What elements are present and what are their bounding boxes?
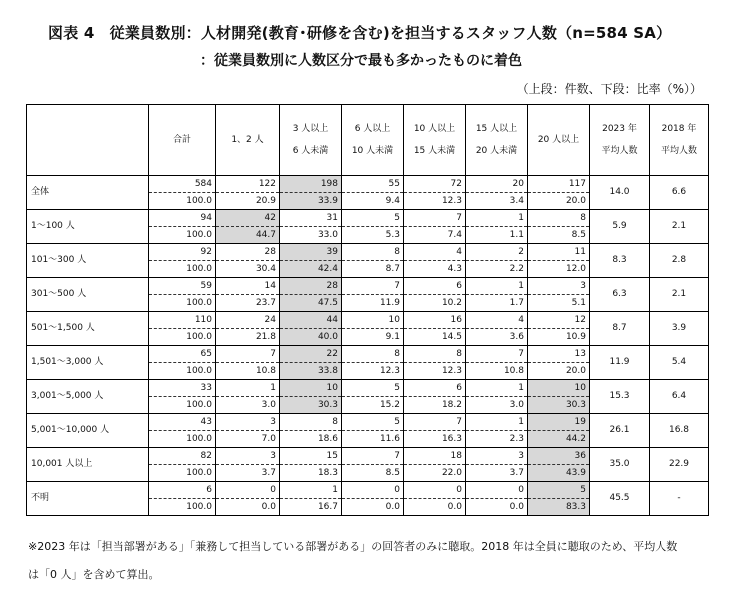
count-cell: 8 xyxy=(342,346,404,363)
column-header-line: 6 人未満 xyxy=(292,146,329,156)
row-label: 501～1,500 人 xyxy=(27,312,149,346)
table-row xyxy=(27,210,709,227)
column-header xyxy=(216,105,280,176)
percent-cell: 12.3 xyxy=(404,193,466,210)
avg-2023-cell: 8.3 xyxy=(590,244,650,278)
column-header xyxy=(280,105,342,176)
count-cell: 8 xyxy=(342,244,404,261)
row-label: 101～300 人 xyxy=(27,244,149,278)
count-cell: 92 xyxy=(149,244,216,261)
percent-cell: 10.8 xyxy=(216,363,280,380)
percent-cell: 8.5 xyxy=(528,227,590,244)
avg-2023-cell: 8.7 xyxy=(590,312,650,346)
row-label: 3,001～5,000 人 xyxy=(27,380,149,414)
avg-2023-cell: 6.3 xyxy=(590,278,650,312)
percent-cell: 3.7 xyxy=(216,465,280,482)
avg-2018-cell: 5.4 xyxy=(650,346,709,380)
count-cell: 3 xyxy=(216,448,280,465)
count-cell: 7 xyxy=(466,346,528,363)
row-label: 301～500 人 xyxy=(27,278,149,312)
percent-cell: 11.9 xyxy=(342,295,404,312)
count-cell: 7 xyxy=(404,210,466,227)
percent-cell: 44.7 xyxy=(216,227,280,244)
column-header-line: 20 人未満 xyxy=(475,146,518,156)
count-cell: 1 xyxy=(466,210,528,227)
table-row xyxy=(27,244,709,261)
row-label: 1,501～3,000 人 xyxy=(27,346,149,380)
percent-cell: 18.2 xyxy=(404,397,466,414)
avg-2018-cell: 2.8 xyxy=(650,244,709,278)
column-header xyxy=(342,105,404,176)
percent-cell: 10.9 xyxy=(528,329,590,346)
avg-2018-cell: - xyxy=(650,482,709,516)
percent-cell: 47.5 xyxy=(280,295,342,312)
percent-cell: 10.2 xyxy=(404,295,466,312)
table-row xyxy=(27,278,709,295)
table-row xyxy=(27,380,709,397)
data-table xyxy=(26,104,709,516)
percent-cell: 2.3 xyxy=(466,431,528,448)
table-row xyxy=(27,414,709,431)
percent-cell: 33.0 xyxy=(280,227,342,244)
row-label: 全体 xyxy=(27,176,149,210)
avg-2018-cell: 16.8 xyxy=(650,414,709,448)
percent-cell: 8.7 xyxy=(342,261,404,278)
count-cell: 82 xyxy=(149,448,216,465)
avg-2018-cell: 6.6 xyxy=(650,176,709,210)
figure-subtitle: ：従業員数別に人数区分で最も多かったものに着色 xyxy=(200,53,522,69)
percent-cell: 8.5 xyxy=(342,465,404,482)
count-cell: 6 xyxy=(149,482,216,499)
count-cell: 7 xyxy=(342,278,404,295)
percent-cell: 5.1 xyxy=(528,295,590,312)
avg-2018-cell: 22.9 xyxy=(650,448,709,482)
count-cell: 110 xyxy=(149,312,216,329)
count-cell: 28 xyxy=(216,244,280,261)
count-cell: 5 xyxy=(342,380,404,397)
count-cell: 1 xyxy=(466,414,528,431)
avg-2023-cell: 45.5 xyxy=(590,482,650,516)
percent-cell: 1.7 xyxy=(466,295,528,312)
percent-cell: 42.4 xyxy=(280,261,342,278)
percent-cell: 5.3 xyxy=(342,227,404,244)
count-cell: 5 xyxy=(528,482,590,499)
count-cell: 59 xyxy=(149,278,216,295)
table-row xyxy=(27,312,709,329)
table-row xyxy=(27,346,709,363)
percent-cell: 100.0 xyxy=(149,363,216,380)
avg-2018-cell: 2.1 xyxy=(650,210,709,244)
count-cell: 3 xyxy=(216,414,280,431)
table-row xyxy=(27,448,709,465)
percent-cell: 15.2 xyxy=(342,397,404,414)
percent-cell: 3.0 xyxy=(216,397,280,414)
percent-cell: 33.9 xyxy=(280,193,342,210)
percent-cell: 33.8 xyxy=(280,363,342,380)
table-header-row xyxy=(27,105,709,176)
count-cell: 28 xyxy=(280,278,342,295)
column-header-line: 6 人以上 xyxy=(354,124,391,134)
count-cell: 8 xyxy=(280,414,342,431)
avg-2018-cell: 3.9 xyxy=(650,312,709,346)
avg-2018-cell: 2.1 xyxy=(650,278,709,312)
count-cell: 7 xyxy=(342,448,404,465)
percent-cell: 12.0 xyxy=(528,261,590,278)
count-cell: 16 xyxy=(404,312,466,329)
count-cell: 0 xyxy=(216,482,280,499)
percent-cell: 12.3 xyxy=(342,363,404,380)
percent-cell: 1.1 xyxy=(466,227,528,244)
avg-2018-cell: 6.4 xyxy=(650,380,709,414)
count-cell: 42 xyxy=(216,210,280,227)
count-cell: 0 xyxy=(466,482,528,499)
percent-cell: 3.4 xyxy=(466,193,528,210)
percent-cell: 11.6 xyxy=(342,431,404,448)
count-cell: 3 xyxy=(466,448,528,465)
figure-title: 図表 4 従業員数別：人材開発(教育･研修を含む)を担当するスタッフ人数（n=584 SA） xyxy=(48,24,672,42)
column-header xyxy=(590,105,650,176)
count-cell: 33 xyxy=(149,380,216,397)
column-header-line: 10 人未満 xyxy=(351,146,394,156)
percent-cell: 16.3 xyxy=(404,431,466,448)
percent-cell: 0.0 xyxy=(466,499,528,516)
column-header-line: 15 人未満 xyxy=(413,146,456,156)
percent-cell: 20.0 xyxy=(528,363,590,380)
column-header-line: 平均人数 xyxy=(601,146,638,156)
percent-cell: 100.0 xyxy=(149,227,216,244)
percent-cell: 30.3 xyxy=(280,397,342,414)
count-cell: 65 xyxy=(149,346,216,363)
percent-cell: 9.1 xyxy=(342,329,404,346)
count-cell: 20 xyxy=(466,176,528,193)
row-label: 不明 xyxy=(27,482,149,516)
count-cell: 5 xyxy=(342,210,404,227)
percent-cell: 83.3 xyxy=(528,499,590,516)
count-cell: 10 xyxy=(528,380,590,397)
row-label: 5,001～10,000 人 xyxy=(27,414,149,448)
count-cell: 3 xyxy=(528,278,590,295)
count-cell: 2 xyxy=(466,244,528,261)
column-header-line: 1、2 人 xyxy=(231,135,264,145)
percent-cell: 7.4 xyxy=(404,227,466,244)
percent-cell: 100.0 xyxy=(149,329,216,346)
percent-cell: 14.5 xyxy=(404,329,466,346)
count-cell: 0 xyxy=(342,482,404,499)
percent-cell: 20.9 xyxy=(216,193,280,210)
count-cell: 24 xyxy=(216,312,280,329)
count-cell: 6 xyxy=(404,278,466,295)
count-cell: 94 xyxy=(149,210,216,227)
percent-cell: 18.3 xyxy=(280,465,342,482)
avg-2023-cell: 11.9 xyxy=(590,346,650,380)
percent-cell: 2.2 xyxy=(466,261,528,278)
count-cell: 12 xyxy=(528,312,590,329)
column-header xyxy=(466,105,528,176)
column-header xyxy=(149,105,216,176)
count-cell: 0 xyxy=(404,482,466,499)
count-cell: 7 xyxy=(216,346,280,363)
count-cell: 44 xyxy=(280,312,342,329)
table-row xyxy=(27,482,709,499)
count-cell: 19 xyxy=(528,414,590,431)
column-header-line: 20 人以上 xyxy=(537,135,580,145)
percent-cell: 40.0 xyxy=(280,329,342,346)
count-cell: 122 xyxy=(216,176,280,193)
percent-cell: 4.3 xyxy=(404,261,466,278)
percent-cell: 20.0 xyxy=(528,193,590,210)
column-header xyxy=(650,105,709,176)
percent-cell: 0.0 xyxy=(216,499,280,516)
avg-2023-cell: 15.3 xyxy=(590,380,650,414)
count-cell: 198 xyxy=(280,176,342,193)
count-cell: 7 xyxy=(404,414,466,431)
column-header xyxy=(528,105,590,176)
row-label: 1～100 人 xyxy=(27,210,149,244)
table-row xyxy=(27,176,709,193)
percent-cell: 22.0 xyxy=(404,465,466,482)
percent-cell: 100.0 xyxy=(149,465,216,482)
percent-cell: 44.2 xyxy=(528,431,590,448)
footnote-line-2: は「0 人」を含めて算出。 xyxy=(28,568,160,581)
header-corner xyxy=(27,105,149,176)
count-cell: 18 xyxy=(404,448,466,465)
count-cell: 11 xyxy=(528,244,590,261)
percent-cell: 16.7 xyxy=(280,499,342,516)
count-cell: 4 xyxy=(466,312,528,329)
column-header-line: 2018 年 xyxy=(661,124,697,134)
count-cell: 13 xyxy=(528,346,590,363)
percent-cell: 21.8 xyxy=(216,329,280,346)
count-cell: 1 xyxy=(216,380,280,397)
count-cell: 15 xyxy=(280,448,342,465)
count-cell: 14 xyxy=(216,278,280,295)
avg-2023-cell: 5.9 xyxy=(590,210,650,244)
count-cell: 1 xyxy=(466,380,528,397)
column-header-line: 10 人以上 xyxy=(413,124,456,134)
percent-cell: 30.3 xyxy=(528,397,590,414)
count-cell: 584 xyxy=(149,176,216,193)
unit-note: （上段：件数、下段：比率（%）） xyxy=(516,82,702,96)
percent-cell: 100.0 xyxy=(149,261,216,278)
percent-cell: 23.7 xyxy=(216,295,280,312)
percent-cell: 100.0 xyxy=(149,295,216,312)
count-cell: 117 xyxy=(528,176,590,193)
percent-cell: 100.0 xyxy=(149,193,216,210)
percent-cell: 100.0 xyxy=(149,397,216,414)
percent-cell: 3.6 xyxy=(466,329,528,346)
percent-cell: 12.3 xyxy=(404,363,466,380)
footnote-line-1: ※2023 年は「担当部署がある」「兼務して担当している部署がある」の回答者のみに聴取。2018 年は全員に聴取のため、平均人数 xyxy=(28,540,678,553)
count-cell: 55 xyxy=(342,176,404,193)
percent-cell: 18.6 xyxy=(280,431,342,448)
percent-cell: 100.0 xyxy=(149,431,216,448)
percent-cell: 3.0 xyxy=(466,397,528,414)
avg-2023-cell: 26.1 xyxy=(590,414,650,448)
avg-2023-cell: 35.0 xyxy=(590,448,650,482)
column-header-line: 15 人以上 xyxy=(475,124,518,134)
column-header-line: 合計 xyxy=(172,135,191,145)
column-header-line: 平均人数 xyxy=(660,146,697,156)
percent-cell: 0.0 xyxy=(342,499,404,516)
count-cell: 6 xyxy=(404,380,466,397)
row-label: 10,001 人以上 xyxy=(27,448,149,482)
count-cell: 72 xyxy=(404,176,466,193)
count-cell: 5 xyxy=(342,414,404,431)
count-cell: 8 xyxy=(528,210,590,227)
column-header-line: 2023 年 xyxy=(602,124,637,134)
percent-cell: 30.4 xyxy=(216,261,280,278)
count-cell: 10 xyxy=(280,380,342,397)
percent-cell: 9.4 xyxy=(342,193,404,210)
count-cell: 1 xyxy=(466,278,528,295)
avg-2023-cell: 14.0 xyxy=(590,176,650,210)
column-header-line: 3 人以上 xyxy=(292,124,329,134)
column-header xyxy=(404,105,466,176)
count-cell: 43 xyxy=(149,414,216,431)
count-cell: 39 xyxy=(280,244,342,261)
count-cell: 1 xyxy=(280,482,342,499)
percent-cell: 43.9 xyxy=(528,465,590,482)
count-cell: 10 xyxy=(342,312,404,329)
percent-cell: 0.0 xyxy=(404,499,466,516)
count-cell: 4 xyxy=(404,244,466,261)
count-cell: 31 xyxy=(280,210,342,227)
percent-cell: 10.8 xyxy=(466,363,528,380)
percent-cell: 3.7 xyxy=(466,465,528,482)
count-cell: 8 xyxy=(404,346,466,363)
count-cell: 36 xyxy=(528,448,590,465)
count-cell: 22 xyxy=(280,346,342,363)
percent-cell: 100.0 xyxy=(149,499,216,516)
percent-cell: 7.0 xyxy=(216,431,280,448)
